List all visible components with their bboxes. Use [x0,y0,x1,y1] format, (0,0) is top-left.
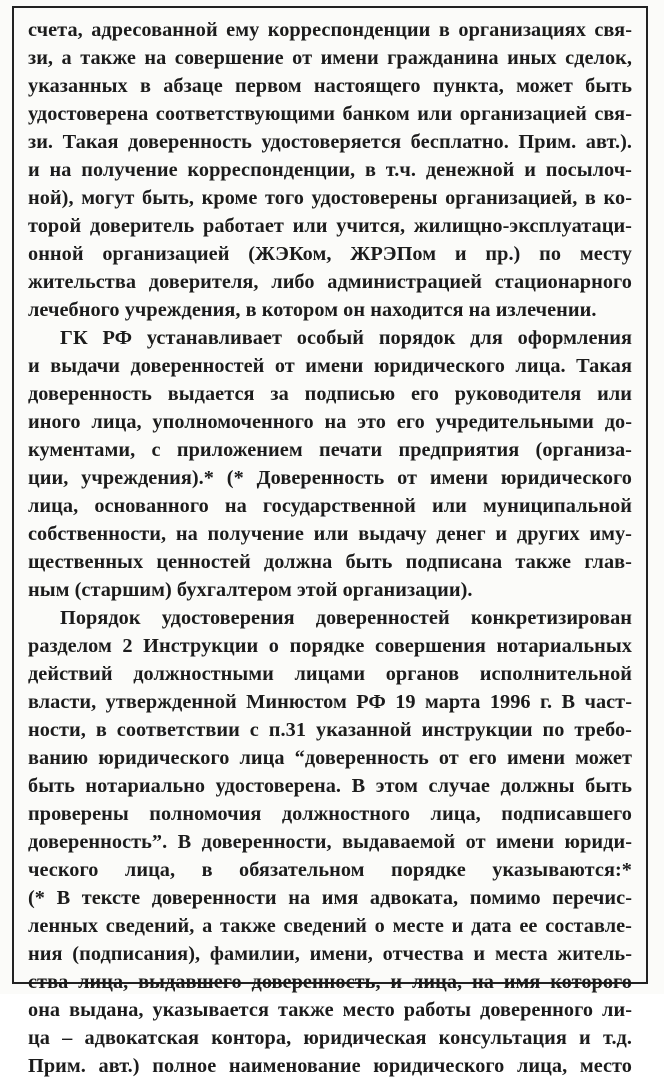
text-line: доверенность выдается за подписью его руководителя или [28,383,632,405]
text-line: счета, адресованной ему корреспонденции в организациях свя- [28,19,632,41]
text-line: лечебного учреждения, в котором он находится на излечении. [28,299,597,321]
text-line: ца – адвокатская контора, юридическая консультация и т.д. [28,1027,632,1049]
text-line: жительства доверителя, либо администрацией стационарного [28,271,632,293]
text-line: ции, учреждения).* (* Доверенность от имени юридического [28,467,632,489]
document-body [28,16,632,1080]
text-line: ванию юридического лица “доверенность от его имени может [28,747,632,769]
text-line: доверенность”. В доверенности, выдаваемой от имени юриди- [28,831,632,853]
text-line: власти, утвержденной Минюстом РФ 19 марта 1996 г. В част- [28,691,632,713]
text-line: проверены полномочия должностного лица, подписавшего [28,803,632,825]
text-line: ленных сведений, а также сведений о месте и дата ее составле- [28,915,632,937]
text-line: иного лица, уполномоченного на это его учредительными до- [28,411,632,433]
text-line: ГК РФ устанавливает особый порядок для оформления [60,327,632,349]
text-line: ной), могут быть, кроме того удостоверены организацией, в ко- [28,187,632,209]
text-line: разделом 2 Инструкции о порядке совершения нотариальных [28,635,632,657]
text-line: Порядок удостоверения доверенностей конкретизирован [60,607,632,629]
text-line: (* В тексте доверенности на имя адвоката, помимо перечис- [28,887,632,909]
text-line: ния (подписания), фамилии, имени, отчества и места житель- [28,943,632,965]
text-line: лица, основанного на государственной или муниципальной [28,495,632,517]
text-line: ческого лица, в обязательном порядке указываются:* [28,859,632,881]
text-line: она выдана, указывается также место работы доверенного ли- [28,999,632,1021]
text-line: ности, в соответствии с п.31 указанной инструкции по требо- [28,719,632,741]
text-line: кументами, с приложением печати предприятия (организа- [28,439,632,461]
text-line: действий должностными лицами органов исполнительной [28,663,632,685]
text-line: и на получение корреспонденции, в т.ч. денежной и посылоч- [28,159,632,181]
text-line: зи, а также на совершение от имени гражданина иных сделок, [28,47,632,69]
text-line: торой доверитель работает или учится, жилищно-эксплуатаци- [28,215,632,237]
text-line: ным (старшим) бухгалтером этой организации). [28,579,473,601]
text-line: Прим. авт.) полное наименование юридического лица, место [28,1055,632,1077]
text-line: щественных ценностей должна быть подписана также глав- [28,551,632,573]
text-line: и выдачи доверенностей от имени юридического лица. Такая [28,355,632,377]
text-line: указанных в абзаце первом настоящего пункта, может быть [28,75,632,97]
text-line: быть нотариально удостоверена. В этом случае должны быть [28,775,632,797]
text-line: зи. Такая доверенность удостоверяется бесплатно. Прим. авт.). [28,131,632,153]
text-line: онной организацией (ЖЭКом, ЖРЭПом и пр.) по месту [28,243,632,265]
text-line: удостоверена соответствующими банком или организацией свя- [28,103,632,125]
text-line: ства лица, выдавшего доверенность, и лица, на имя которого [28,971,632,993]
text-line: собственности, на получение или выдачу денег и других иму- [28,523,632,545]
